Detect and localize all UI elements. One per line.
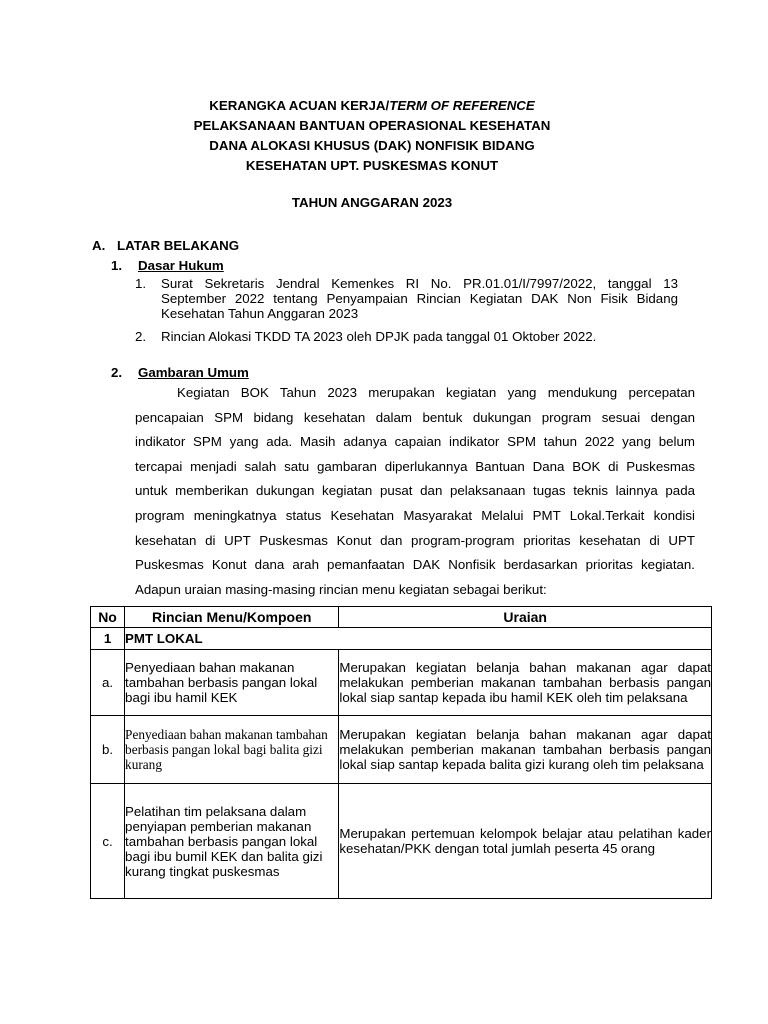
document-title — [0, 96, 744, 213]
paragraph-line: indikator SPM yang ada. Masih adanya capaian indikator SPM tahun 2022 yang belum — [135, 434, 695, 450]
paragraph-line: kesehatan di UPT Puskesmas Konut dan program-program prioritas kesehatan di UPT — [135, 532, 695, 548]
row-letter: b. — [91, 716, 125, 784]
gambaran-umum-paragraph — [135, 381, 695, 602]
table-row — [91, 650, 712, 716]
title-line-4: KESEHATAN UPT. PUSKESMAS KONUT — [245, 158, 499, 173]
table-header-row — [91, 607, 712, 628]
header-no: No — [91, 607, 125, 628]
table-row — [91, 716, 712, 784]
dasar-hukum-item: 2. Rincian Alokasi TKDD TA 2023 oleh DPJK pada tanggal 01 Oktober 2022. — [135, 329, 597, 344]
row-uraian: Merupakan kegiatan belanja bahan makanan agar dapat melakukan pemberian makanan tambahan berbasis pangan lokal siap santap kepada ibu hamil KEK oleh tim pelaksana — [339, 650, 712, 716]
row-uraian: Merupakan pertemuan kelompok belajar atau pelatihan kader kesehatan/PKK dengan total jumlah peserta 45 orang — [339, 784, 712, 899]
group-number: 1 — [91, 628, 125, 650]
title-year: TAHUN ANGGARAN 2023 — [291, 195, 453, 210]
paragraph-line: untuk memberikan dukungan kegiatan pusat dan pelaksanaan tugas teknis lainnya pada — [135, 483, 695, 499]
paragraph-line: tercapai menjadi salah satu gambaran diperlukannya Bantuan Dana BOK di Puskesmas — [135, 458, 695, 474]
paragraph-line: program meningkatnya status Kesehatan Masyarakat Melalui PMT Lokal.Terkait kondisi — [135, 507, 695, 523]
paragraph-line: Adapun uraian masing-masing rincian menu kegiatan sebagai berikut: — [135, 581, 547, 597]
row-rincian: Pelatihan tim pelaksana dalam penyiapan pemberian makanan tambahan berbasis pangan lokal bagi ibu bumil KEK dan balita gizi kurang tingkat puskesmas — [125, 784, 339, 899]
row-rincian: Penyediaan bahan makanan tambahan berbasis pangan lokal bagi ibu hamil KEK — [125, 650, 339, 716]
table-row — [91, 784, 712, 899]
gambaran-umum-heading: 2. Gambaran Umum — [111, 365, 249, 380]
row-letter: a. — [91, 650, 125, 716]
title-line-3: DANA ALOKASI KHUSUS (DAK) NONFISIK BIDANG — [209, 138, 535, 153]
paragraph-line: Kegiatan BOK Tahun 2023 merupakan kegiatan yang mendukung percepatan — [177, 385, 695, 400]
row-letter: c. — [91, 784, 125, 899]
dasar-hukum-heading: 1. Dasar Hukum — [111, 258, 224, 273]
title-line-1: KERANGKA ACUAN KERJA/TERM OF REFERENCE — [209, 98, 535, 113]
title-line-2: PELAKSANAAN BANTUAN OPERASIONAL KESEHATAN — [193, 118, 551, 133]
paragraph-line: Puskesmas Konut dana arah pemanfaatan DAK Nonfisik berdasarkan prioritas kegiatan. — [135, 557, 695, 573]
section-a-heading: A. LATAR BELAKANG — [92, 238, 240, 253]
paragraph-line: pencapaian SPM bidang kesehatan dalam bentuk dukungan program sesuai dengan — [135, 409, 695, 425]
dasar-hukum-item: 1. Surat Sekretaris Jendral Kemenkes RI No. PR.01.01/I/7997/2022, tanggal 13 September 2022 tentang Penyampaian Rincian Kegiatan DAK Non Fisik Bidang Kesehatan Tahun Anggaran 2023 — [135, 276, 678, 321]
table-group-row — [91, 628, 712, 650]
menu-table — [90, 606, 712, 899]
header-uraian: Uraian — [339, 607, 712, 628]
header-rincian: Rincian Menu/Kompoen — [125, 607, 339, 628]
row-uraian: Merupakan kegiatan belanja bahan makanan agar dapat melakukan pemberian makanan tambahan berbasis pangan lokal siap santap kepada balita gizi kurang oleh tim pelaksana — [339, 716, 712, 784]
group-name: PMT LOKAL — [125, 628, 712, 650]
row-rincian: Penyediaan bahan makanan tambahan berbasis pangan lokal bagi balita gizi kurang — [125, 716, 339, 784]
